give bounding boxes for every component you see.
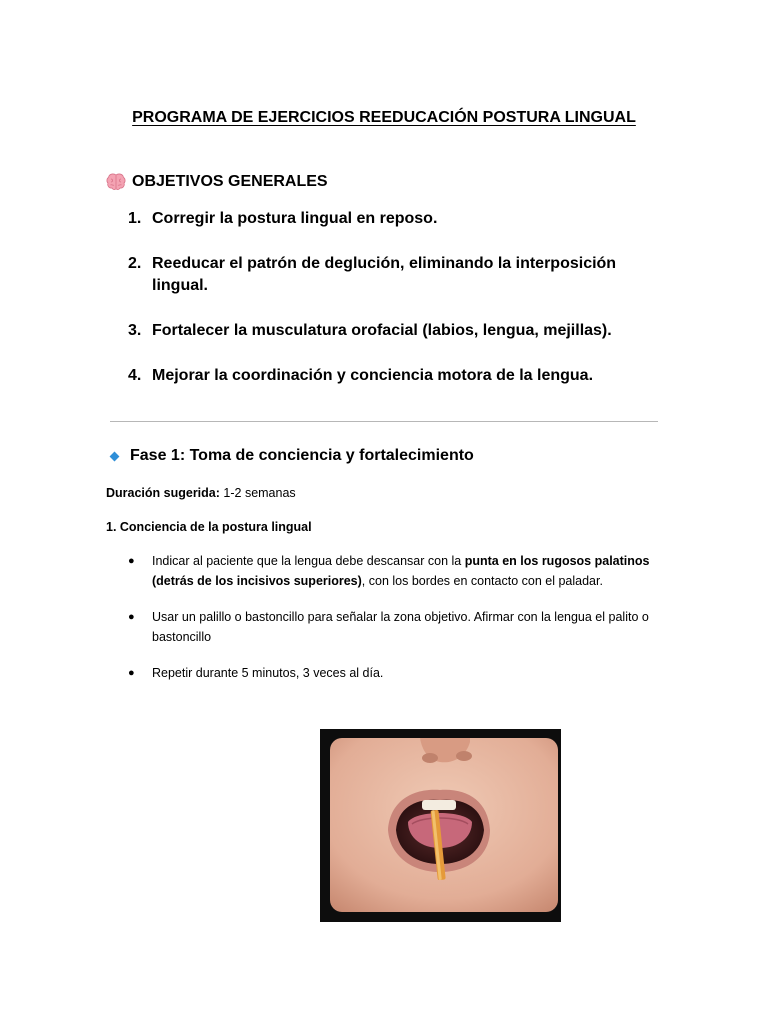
list-item-text: Reeducar el patrón de deglución, eliminando la interposición lingual.	[152, 255, 617, 294]
bullet-text-bold: punta en los rugosos palatinos (detrás de los incisivos superiores)	[152, 554, 650, 588]
list-item-number: 1.	[128, 210, 142, 227]
exercise-bullets	[128, 552, 668, 701]
bullet-text: Indicar al paciente que la lengua debe descansar con la punta en los rugosos palatinos (detrás de los incisivos superiores), con los bordes en contacto con el paladar.	[152, 554, 650, 588]
list-item-number: 4.	[128, 367, 142, 384]
duration-line	[106, 486, 296, 500]
phase-heading-text: Fase 1: Toma de conciencia y fortalecimiento	[130, 447, 474, 464]
diamond-icon	[110, 451, 120, 461]
list-item	[128, 664, 668, 684]
bullet-dot-icon: ●	[128, 611, 135, 623]
objectives-heading-text: OBJETIVOS GENERALES	[132, 173, 328, 190]
objectives-list	[128, 208, 668, 410]
list-item	[128, 208, 668, 230]
list-item	[128, 253, 668, 297]
list-item-text: Corregir la postura lingual en reposo.	[152, 210, 438, 227]
phase-heading	[106, 447, 474, 465]
list-item-text: Mejorar la coordinación y conciencia motora de la lengua.	[152, 367, 594, 384]
objectives-heading	[106, 173, 328, 191]
list-item-number: 3.	[128, 322, 142, 339]
list-item	[128, 552, 668, 591]
mouth-stick-illustration	[330, 738, 558, 912]
bullet-text: Usar un palillo o bastoncillo para señalar la zona objetivo. Afirmar con la lengua el palito o bastoncillo	[152, 610, 649, 644]
exercise-title: 1. Conciencia de la postura lingual	[106, 520, 312, 534]
page-title: PROGRAMA DE EJERCICIOS REEDUCACIÓN POSTURA LINGUAL	[132, 109, 636, 126]
duration-label: Duración sugerida:	[106, 486, 220, 500]
exercise-photo	[320, 729, 561, 922]
bullet-dot-icon: ●	[128, 555, 135, 567]
list-item	[128, 365, 668, 387]
list-item-number: 2.	[128, 255, 142, 272]
list-item	[128, 320, 668, 342]
bullet-dot-icon: ●	[128, 667, 135, 679]
bullet-text: Repetir durante 5 minutos, 3 veces al día.	[152, 666, 384, 680]
horizontal-divider	[110, 421, 658, 422]
list-item-text: Fortalecer la musculatura orofacial (labios, lengua, mejillas).	[152, 322, 612, 339]
list-item	[128, 608, 668, 647]
duration-value: 1-2 semanas	[223, 486, 296, 500]
brain-icon	[106, 173, 126, 191]
